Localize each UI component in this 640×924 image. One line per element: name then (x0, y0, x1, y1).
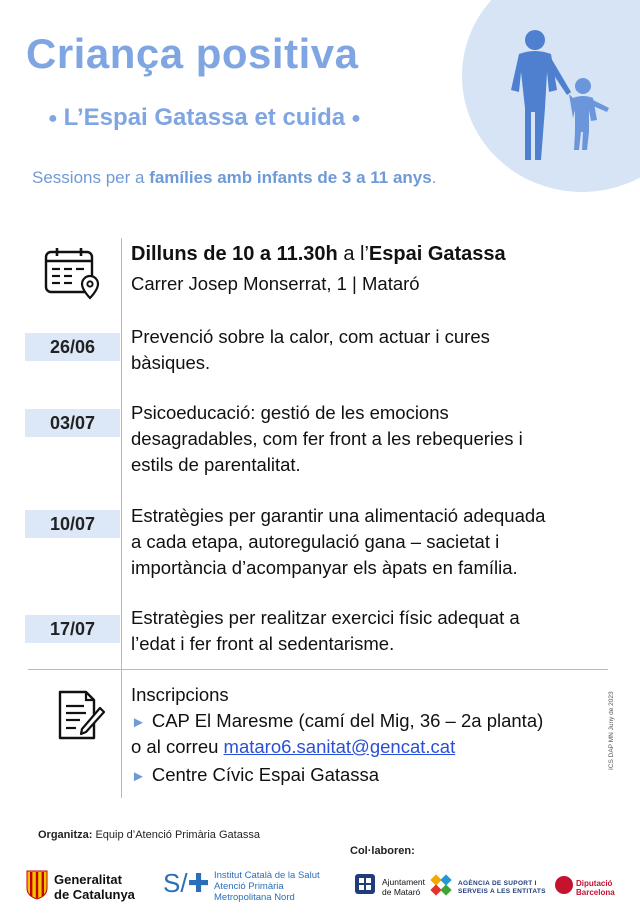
email-intro: o al correu (131, 736, 224, 757)
schedule-day-place (131, 243, 506, 266)
email-link[interactable]: mataro6.sanitat@gencat.cat (223, 736, 456, 757)
inscription-option (131, 764, 379, 786)
mataro-logo-icon (352, 870, 378, 898)
ics-line2: Atenció Primària (214, 881, 284, 892)
mataro-line2: de Mataró (382, 886, 421, 897)
intro-post: . (431, 168, 437, 187)
form-pen-icon (56, 690, 106, 742)
bullet-dot: ● (351, 109, 361, 127)
session-date: 10/07 (25, 510, 120, 538)
inscription-email-line (131, 736, 455, 758)
generalitat-logo-icon (26, 870, 48, 900)
mataro-logo-text (382, 878, 425, 897)
schedule-place: Espai Gatassa (368, 243, 506, 265)
schedule-connector: a l’ (337, 243, 369, 265)
session-date: 03/07 (25, 409, 120, 437)
generalitat-line1: Generalitat (54, 872, 122, 887)
organizer-label: Organitza: (38, 829, 93, 841)
session-line: Estratègies per realitzar exercici físic adequat a (131, 607, 520, 628)
subtitle-text: L’Espai Gatassa et cuida (63, 104, 346, 131)
session-date: 26/06 (25, 333, 120, 361)
generalitat-line2: de Catalunya (54, 887, 135, 902)
session-line: desagradables, com fer front a les rebequeries i (131, 428, 523, 449)
agencia-line2: SERVEIS A LES ENTITATS (458, 888, 546, 895)
page-title: Criança positiva (26, 30, 359, 77)
inscriptions-title: Inscripcions (131, 684, 229, 705)
ics-line3: Metropolitana Nord (214, 892, 295, 903)
session-description (131, 400, 601, 478)
session-line: bàsiques. (131, 352, 211, 373)
inscription-option-text: Centre Cívic Espai Gatassa (151, 764, 380, 785)
agencia-logo-text (458, 880, 546, 896)
session-description (131, 605, 601, 657)
organizer-line (38, 829, 260, 841)
session-line: Prevenció sobre la calor, com actuar i cures (131, 326, 490, 347)
session-description (131, 503, 601, 581)
diputacio-line1: Diputació (576, 879, 613, 888)
parent-child-icon (505, 28, 625, 166)
section-divider (28, 669, 608, 670)
diputacio-logo-text (576, 879, 615, 897)
session-line: a cada etapa, autoregulació gana – sacietat i (131, 531, 500, 552)
session-line: Estratègies per garantir una alimentació adequada (131, 505, 546, 526)
agencia-line1: AGÈNCIA DE SUPORT I (458, 880, 537, 887)
page-subtitle (42, 104, 367, 132)
mataro-line1: Ajuntament (382, 877, 425, 887)
agencia-logo-icon (430, 874, 452, 896)
diputacio-logo-icon (555, 876, 573, 894)
inscription-option (131, 710, 543, 732)
calendar-location-icon (44, 246, 102, 300)
intro-audience: famílies amb infants de 3 a 11 anys (149, 168, 432, 187)
intro-text (32, 168, 436, 188)
bullet-dot: ● (48, 109, 58, 127)
session-line: estils de parentalitat. (131, 454, 301, 475)
intro-pre: Sessions per a (32, 168, 150, 187)
timeline-divider (121, 238, 122, 798)
session-date: 17/07 (25, 615, 120, 643)
organizer-value: Equip d’Atenció Primària Gatassa (92, 829, 260, 841)
inscription-option-text: CAP El Maresme (camí del Mig, 36 – 2a planta) (151, 710, 544, 731)
arrow-right-icon: ► (131, 768, 146, 785)
session-line: Psicoeducació: gestió de les emocions (131, 402, 449, 423)
generalitat-logo-text (54, 872, 135, 902)
session-line: importància d’acompanyar els àpats en família. (131, 557, 518, 578)
print-credit: ICS DAP MN Juny de 2023 (608, 691, 615, 770)
schedule-day: Dilluns de 10 a 11.30h (131, 243, 338, 265)
diputacio-line2: Barcelona (576, 888, 615, 897)
collaborators-label: Col·laboren: (350, 845, 415, 857)
schedule-address: Carrer Josep Monserrat, 1 | Mataró (131, 273, 420, 294)
ics-line1: Institut Català de la Salut (214, 870, 320, 881)
ics-logo-icon: S/✚ (163, 868, 210, 898)
arrow-right-icon: ► (131, 714, 146, 731)
session-description (131, 324, 601, 376)
session-line: l’edat i fer front al sedentarisme. (131, 633, 395, 654)
ics-logo-text (214, 870, 320, 903)
